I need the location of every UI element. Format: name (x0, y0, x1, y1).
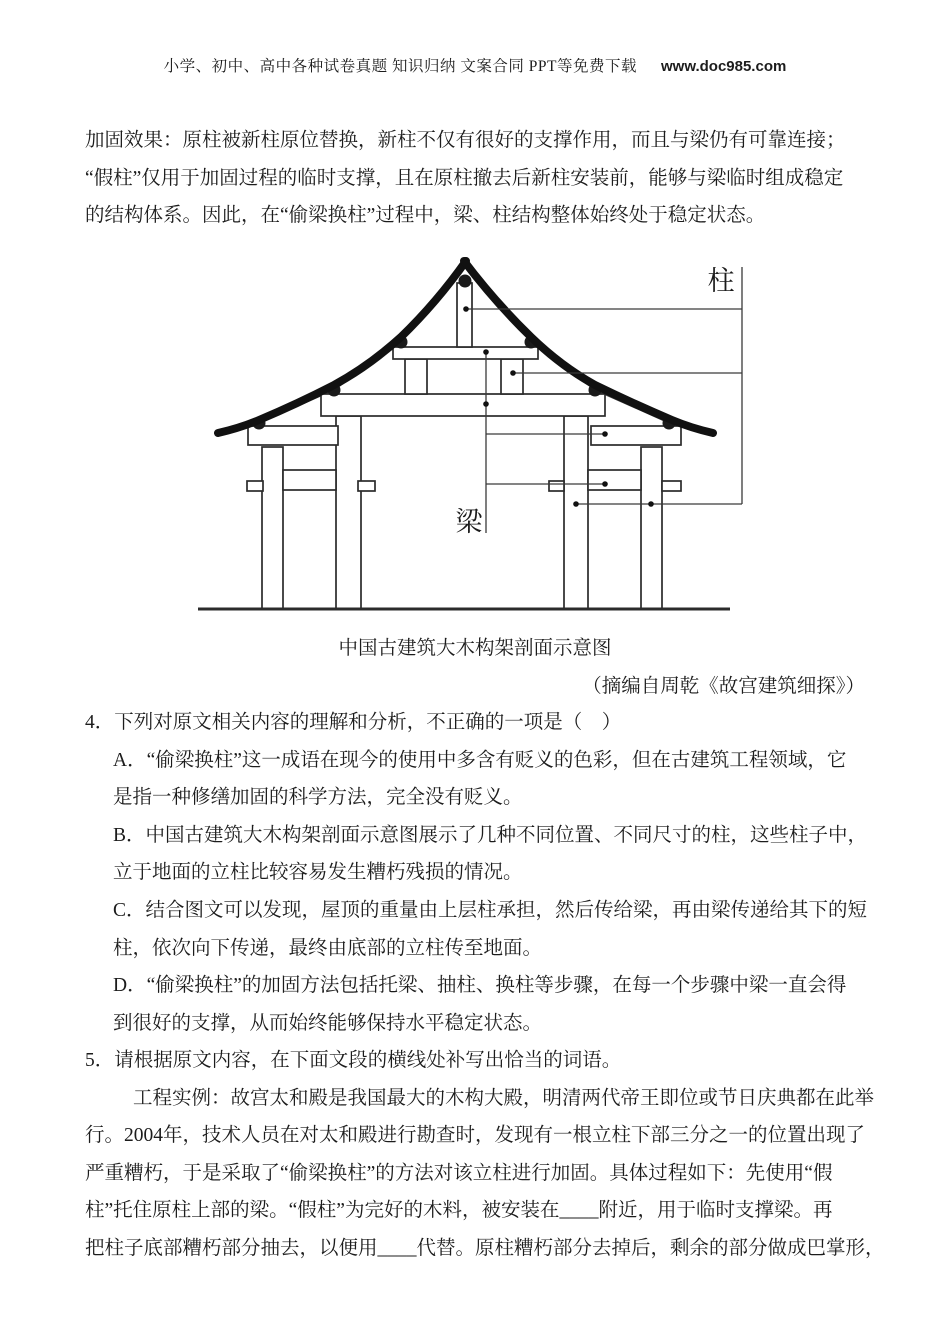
upper-beam (393, 347, 538, 359)
question-4 (85, 704, 885, 1042)
inner-column-right (564, 416, 588, 609)
passage-line: 严重糟朽，于是采取了“偷梁换柱”的方法对该立柱进行加固。具体过程如下：先使用“假 (85, 1162, 833, 1184)
beam-leader-dot (602, 481, 608, 487)
option-d-line (85, 967, 885, 1005)
beam-leader-dot (483, 401, 489, 407)
question-5 (85, 1042, 885, 1268)
question-number: 5． (85, 1050, 115, 1071)
beam-leader-dot (483, 349, 489, 355)
figure-caption: 中国古建筑大木构架剖面示意图 (338, 638, 612, 659)
option-label: B． (113, 824, 146, 846)
question-4-stem (85, 704, 885, 742)
tie-beam-tenon-right-outer (662, 481, 681, 491)
eave-column-right (641, 447, 662, 609)
option-b-line (85, 817, 885, 855)
beam-leader-dot (602, 431, 608, 437)
paragraph-line: “假柱”仅用于加固过程的临时支撑，且在原柱撤去后新柱安装前，能够与梁临时组成稳定 (85, 167, 844, 189)
question-stem-text: 请根据原文内容，在下面文段的横线处补写出恰当的词语。 (114, 1050, 622, 1071)
header-promo-text: 小学、初中、高中各种试卷真题 知识归纳 文案合同 PPT等免费下载 (163, 58, 637, 75)
option-text: 中国古建筑大木构架剖面示意图展示了几种不同位置、不同尺寸的柱，这些柱子中， (145, 824, 868, 846)
site-url: www.doc985.com (661, 58, 787, 75)
timber-frame-diagram (105, 252, 865, 632)
tie-beam-tenon-right-inner (549, 481, 564, 491)
question-number: 4． (85, 712, 115, 733)
question-stem-text: 下列对原文相关内容的理解和分析，不正确的一项是（ ） (114, 712, 622, 733)
option-text: “偷梁换柱”的加固方法包括托梁、抽柱、换柱等步骤，在每一个步骤中梁一直会得 (146, 975, 847, 997)
tie-beam-left (283, 470, 336, 490)
option-label: C． (113, 899, 146, 921)
ridge-purlin-dot (459, 275, 472, 288)
passage-line: 工程实例：故宫太和殿是我国最大的木构大殿，明清两代帝王即位或节日庆典都在此举 (133, 1087, 875, 1109)
short-post-right (501, 359, 523, 394)
tie-beam-tenon-left-outer (247, 481, 263, 491)
column-leader-dot (510, 370, 516, 376)
option-c-line: 柱，依次向下传递，最终由底部的立柱传至地面。 (113, 937, 543, 959)
passage-line: 把柱子底部糟朽部分抽去，以便用____代替。原柱糟朽部分去掉后，剩余的部分做成巴掌形， (85, 1237, 885, 1259)
eave-column-left (262, 447, 283, 609)
inner-column-left (336, 416, 361, 609)
option-a-line (85, 742, 885, 780)
figure-attribution: （摘编自周乾《故宫建筑细探》） (582, 676, 865, 697)
option-label: D． (113, 975, 147, 997)
option-c-line (85, 892, 885, 930)
column-leader-dot (463, 306, 469, 312)
option-text: 结合图文可以发现，屋顶的重量由上层柱承担，然后传给梁，再由梁传递给其下的短 (145, 899, 868, 921)
question-5-stem (85, 1042, 885, 1080)
paragraph-line: 的结构体系。因此，在“偷梁换柱”过程中，梁、柱结构整体始终处于稳定状态。 (85, 205, 766, 227)
option-label: A． (113, 749, 147, 771)
passage-line: 行。2004年，技术人员在对太和殿进行勘查时，发现有一根立柱下部三分之一的位置出现了 (85, 1125, 866, 1147)
tie-beam-right (588, 470, 641, 490)
option-a-line: 是指一种修缮加固的科学方法，完全没有贬义。 (113, 787, 523, 809)
beam-label: 梁 (455, 507, 483, 537)
king-post (457, 283, 472, 347)
tie-beam-tenon-left-inner (358, 481, 375, 491)
short-post-left (405, 359, 427, 394)
passage-line: 柱”托住原柱上部的梁。“假柱”为完好的木料，被安装在____附近，用于临时支撑梁。再 (85, 1200, 833, 1222)
site-header (0, 56, 950, 78)
option-text: “偷梁换柱”这一成语在现今的使用中多含有贬义的色彩，但在古建筑工程领域，它 (146, 749, 847, 771)
option-b-line: 立于地面的立柱比较容易发生糟朽残损的情况。 (113, 862, 523, 884)
intro-paragraph (85, 122, 885, 235)
cross-section-drawing (105, 252, 865, 632)
column-label: 柱 (707, 266, 735, 296)
column-leader-dot (648, 501, 654, 507)
option-d-line: 到很好的支撑，从而始终能够保持水平稳定状态。 (113, 1012, 543, 1034)
column-leader-dot (573, 501, 579, 507)
middle-beam (321, 394, 605, 416)
paragraph-line: 加固效果：原柱被新柱原位替换，新柱不仅有很好的支撑作用，而且与梁仍有可靠连接； (85, 130, 846, 151)
